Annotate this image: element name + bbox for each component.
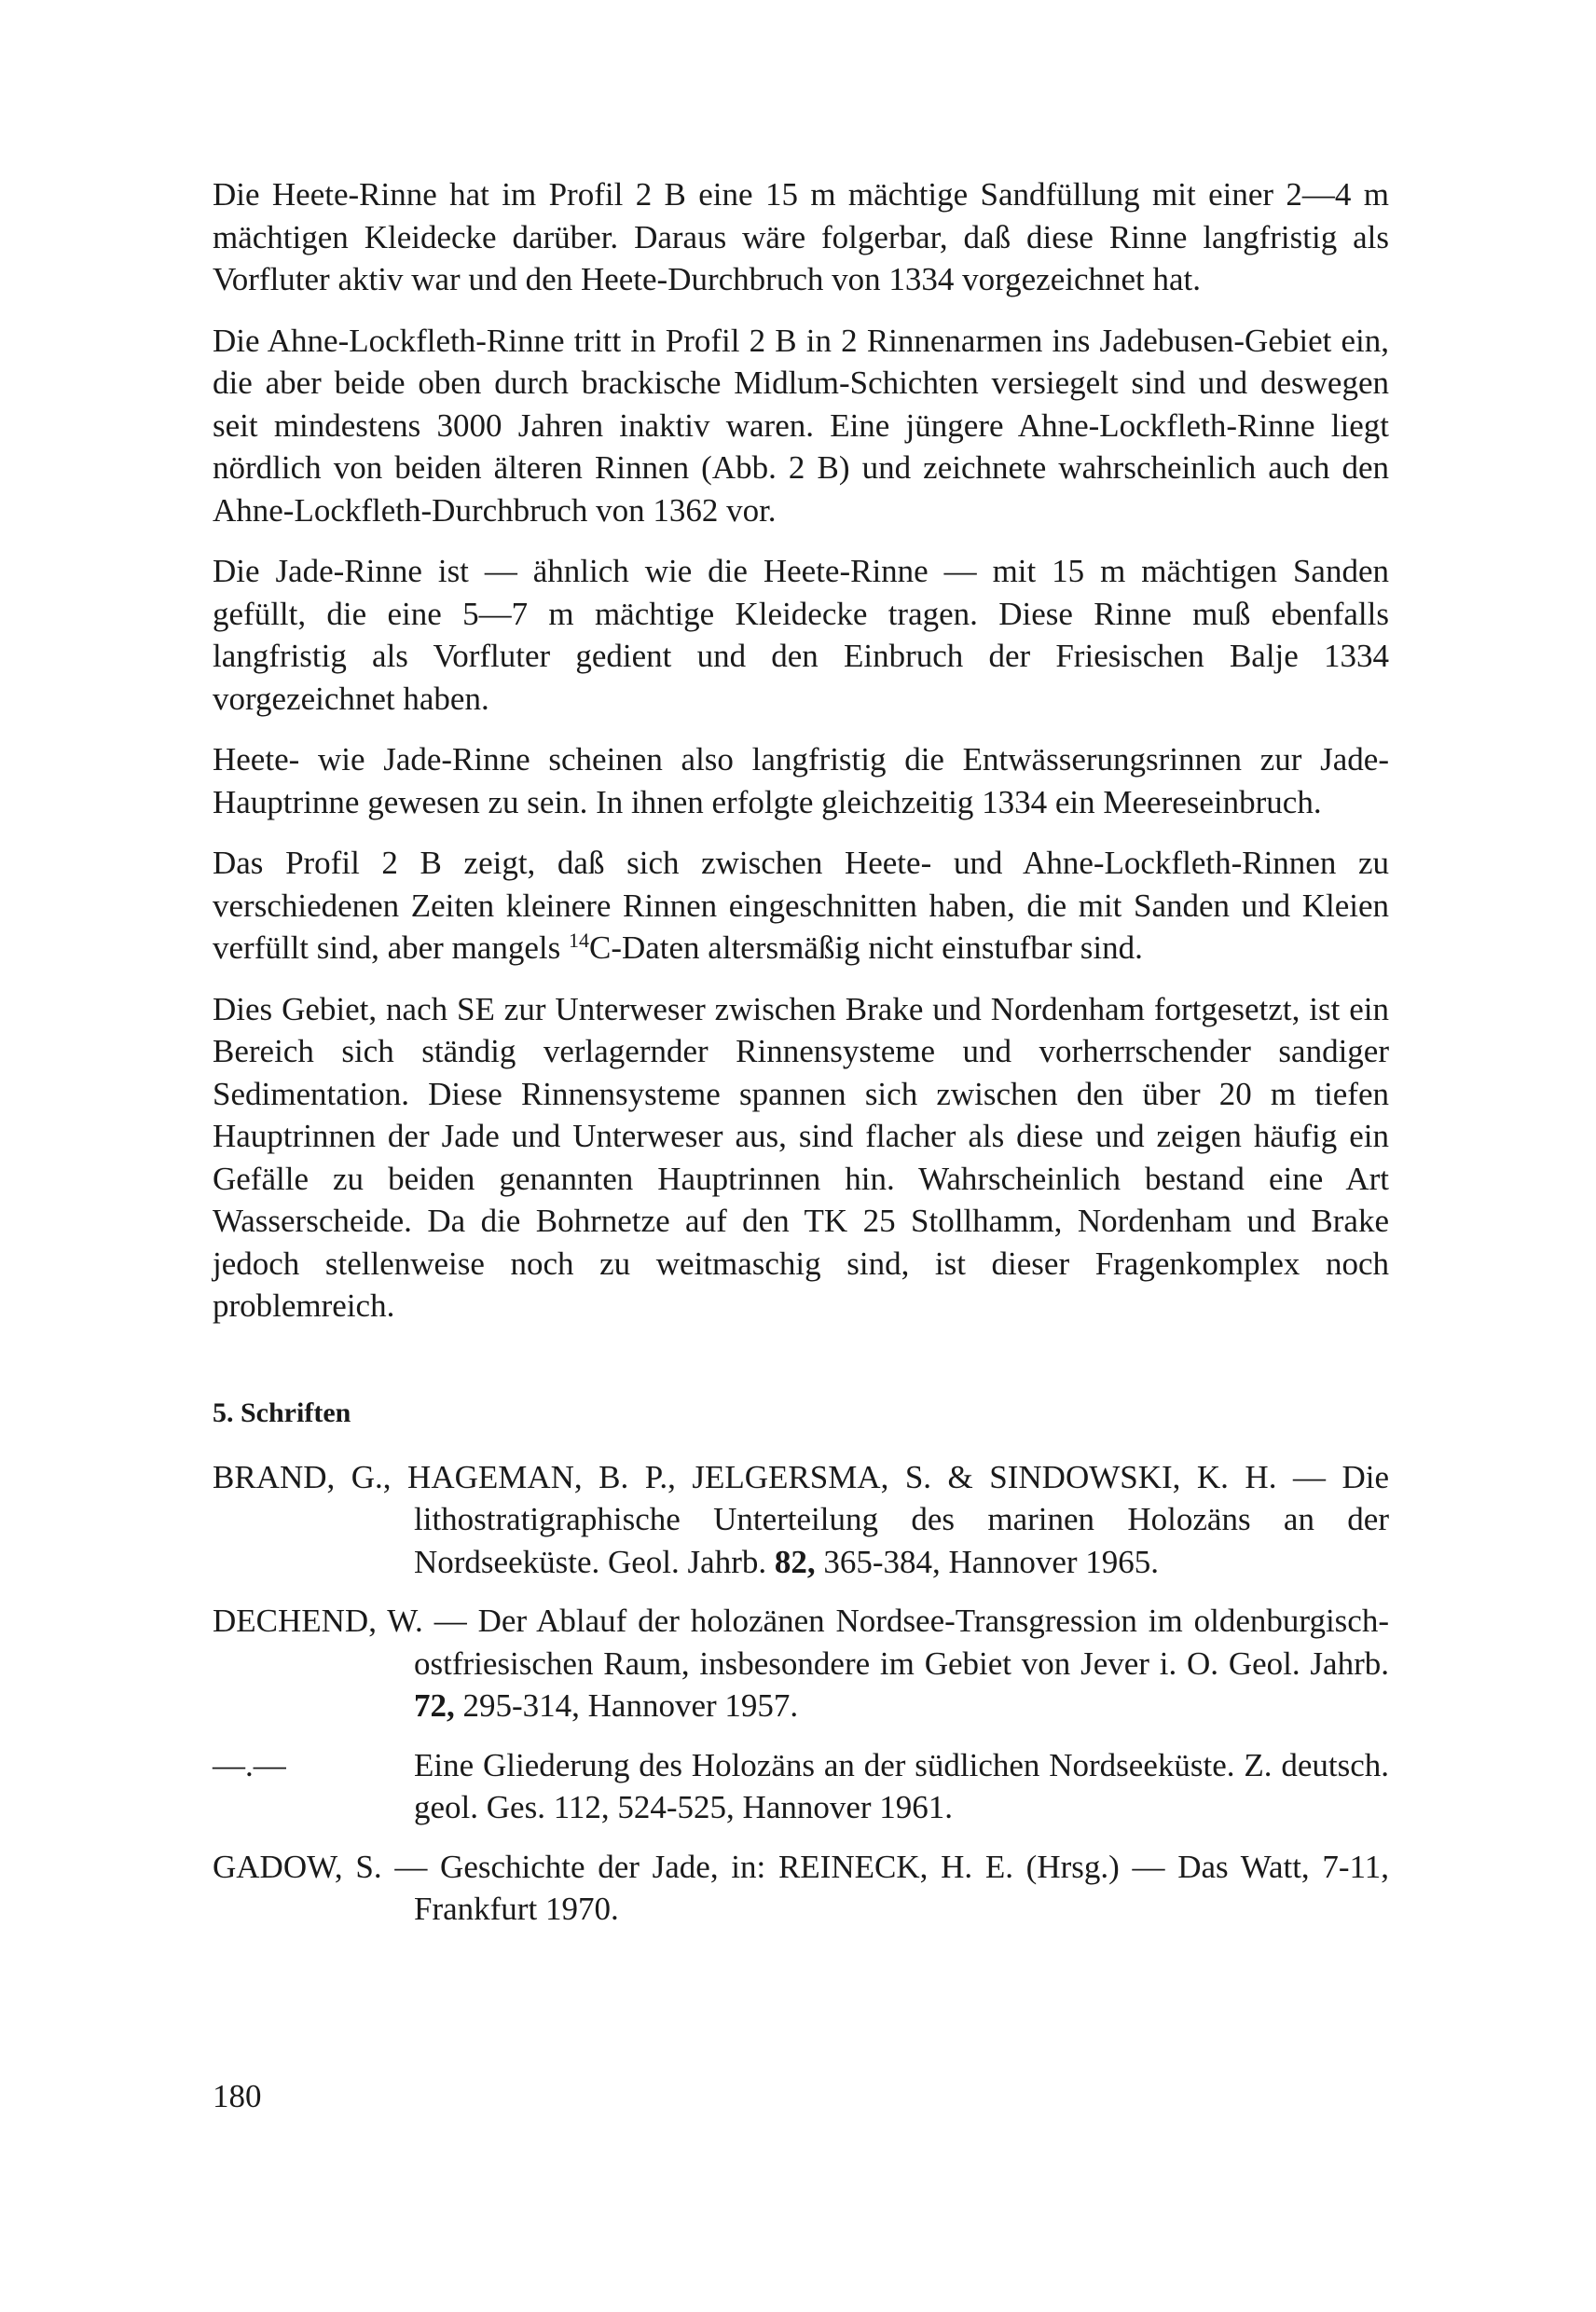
reference-dechend-title: Der Ablauf der holozänen Nordsee-Transgression im oldenburgisch-ostfriesischen Raum, insbesondere im Gebiet von Jever i. O. Geol. Jahrb.: [414, 1603, 1389, 1682]
paragraph-profil-2b-text: Das Profil 2 B zeigt, daß sich zwischen Heete- und Ahne-Lockfleth-Rinnen zu verschiedenen Zeiten kleinere Rinnen eingeschnitten haben, die mit Sanden und Kleien verfüllt sind, aber mangels: [213, 845, 1389, 966]
reference-brand-authors: BRAND, G., HAGEMAN, B. P., JELGERSMA, S. & SINDOWSKI, K. H. —: [213, 1458, 1326, 1495]
reference-dechend-1957: [213, 1600, 1389, 1727]
paragraph-jade-rinne: Die Jade-Rinne ist — ähnlich wie die Heete-Rinne — mit 15 m mächtigen Sanden gefüllt, die eine 5—7 m mächtige Kleidecke tragen. Diese Rinne muß ebenfalls langfristig als Vorfluter gedient und den Einbruch der Friesischen Balje 1334 vorgezeichnet haben.: [213, 553, 1389, 717]
reference-gadow-authors: GADOW, S. —: [213, 1848, 428, 1885]
paragraph-unterweser-gebiet: Dies Gebiet, nach SE zur Unterweser zwischen Brake und Nordenham fortgesetzt, ist ein Bereich sich ständig verlagernder Rinnensysteme und vorherrschender sandiger Sedimentation. Diese Rinnensysteme spannen sich zwischen den über 20 m tiefen Hauptrinnen der Jade und Unterweser aus, sind flacher als diese und zeigen häufig ein Gefälle zu beiden genannten Hauptrinnen hin. Wahrscheinlich bestand eine Art Wasserscheide. Da die Bohrnetze auf den TK 25 Stollhamm, Nordenham und Brake jedoch stellenweise noch zu weitmaschig sind, ist dieser Fragenkomplex noch problemreich.: [213, 990, 1389, 1324]
reference-brand-entry: [213, 1456, 1389, 1584]
paragraph-profil-2b-text-end: C-Daten altersmäßig nicht einstufbar sind.: [588, 929, 1143, 966]
reference-brand-volume: 82,: [774, 1543, 816, 1580]
reference-dechend-volume: 72,: [414, 1687, 455, 1724]
reference-dechend-rest: 295-314, Hannover 1957.: [454, 1687, 799, 1724]
reference-gadow-title: Geschichte der Jade, in: REINECK, H. E. (Hrsg.) — Das Watt, 7-11, Frankfurt 1970.: [414, 1848, 1390, 1927]
c14-superscript: 14: [568, 929, 589, 952]
reference-brand: [213, 1456, 1389, 1584]
paragraph-entwaesserungsrinnen: Heete- wie Jade-Rinne scheinen also langfristig die Entwässerungsrinnen zur Jade-Hauptrinne gewesen zu sein. In ihnen erfolgte gleichzeitig 1334 ein Meereseinbruch.: [213, 741, 1389, 820]
section-heading-schriften: 5. Schriften: [213, 1397, 351, 1428]
reference-brand-title: Die lithostratigraphische Unterteilung des marinen Holozäns an der Nordseeküste. Geol. Jahrb.: [414, 1458, 1389, 1580]
reference-dechend-1961: [213, 1744, 1389, 1829]
reference-brand-rest: 365-384, Hannover 1965.: [815, 1543, 1160, 1580]
paragraph-ahne-lockfleth-rinne: Die Ahne-Lockfleth-Rinne tritt in Profil 2 B in 2 Rinnenarmen ins Jadebusen-Gebiet ein, die aber beide oben durch brackische Midlum-Schichten versiegelt sind und deswegen seit mindestens 3000 Jahren inaktiv waren. Eine jüngere Ahne-Lockfleth-Rinne liegt nördlich von beiden älteren Rinnen (Abb. 2 B) und zeichnete wahrscheinlich auch den Ahne-Lockfleth-Durchbruch von 1362 vor.: [213, 322, 1389, 529]
reference-dechend-authors: DECHEND, W. —: [213, 1603, 467, 1639]
paragraph-profil-2b: [213, 842, 1389, 970]
page-body: [213, 173, 1389, 1947]
paragraph-heete-rinne: Die Heete-Rinne hat im Profil 2 B eine 15 m mächtige Sandfüllung mit einer 2—4 m mächtigen Kleidecke darüber. Daraus wäre folgerbar, daß diese Rinne langfristig als Vorfluter aktiv war und den Heete-Durchbruch von 1334 vorgezeichnet hat.: [213, 176, 1389, 297]
reference-dechend-1957-entry: [213, 1600, 1389, 1727]
reference-repeat-author-dash: —.—: [213, 1746, 286, 1783]
reference-gadow-entry: [213, 1846, 1389, 1931]
page-number: 180: [213, 2078, 262, 2114]
reference-gadow: [213, 1846, 1389, 1931]
reference-dechend-1961-text: Eine Gliederung des Holozäns an der südlichen Nordseeküste. Z. deutsch. geol. Ges. 112, 524-525, Hannover 1961.: [414, 1746, 1389, 1825]
